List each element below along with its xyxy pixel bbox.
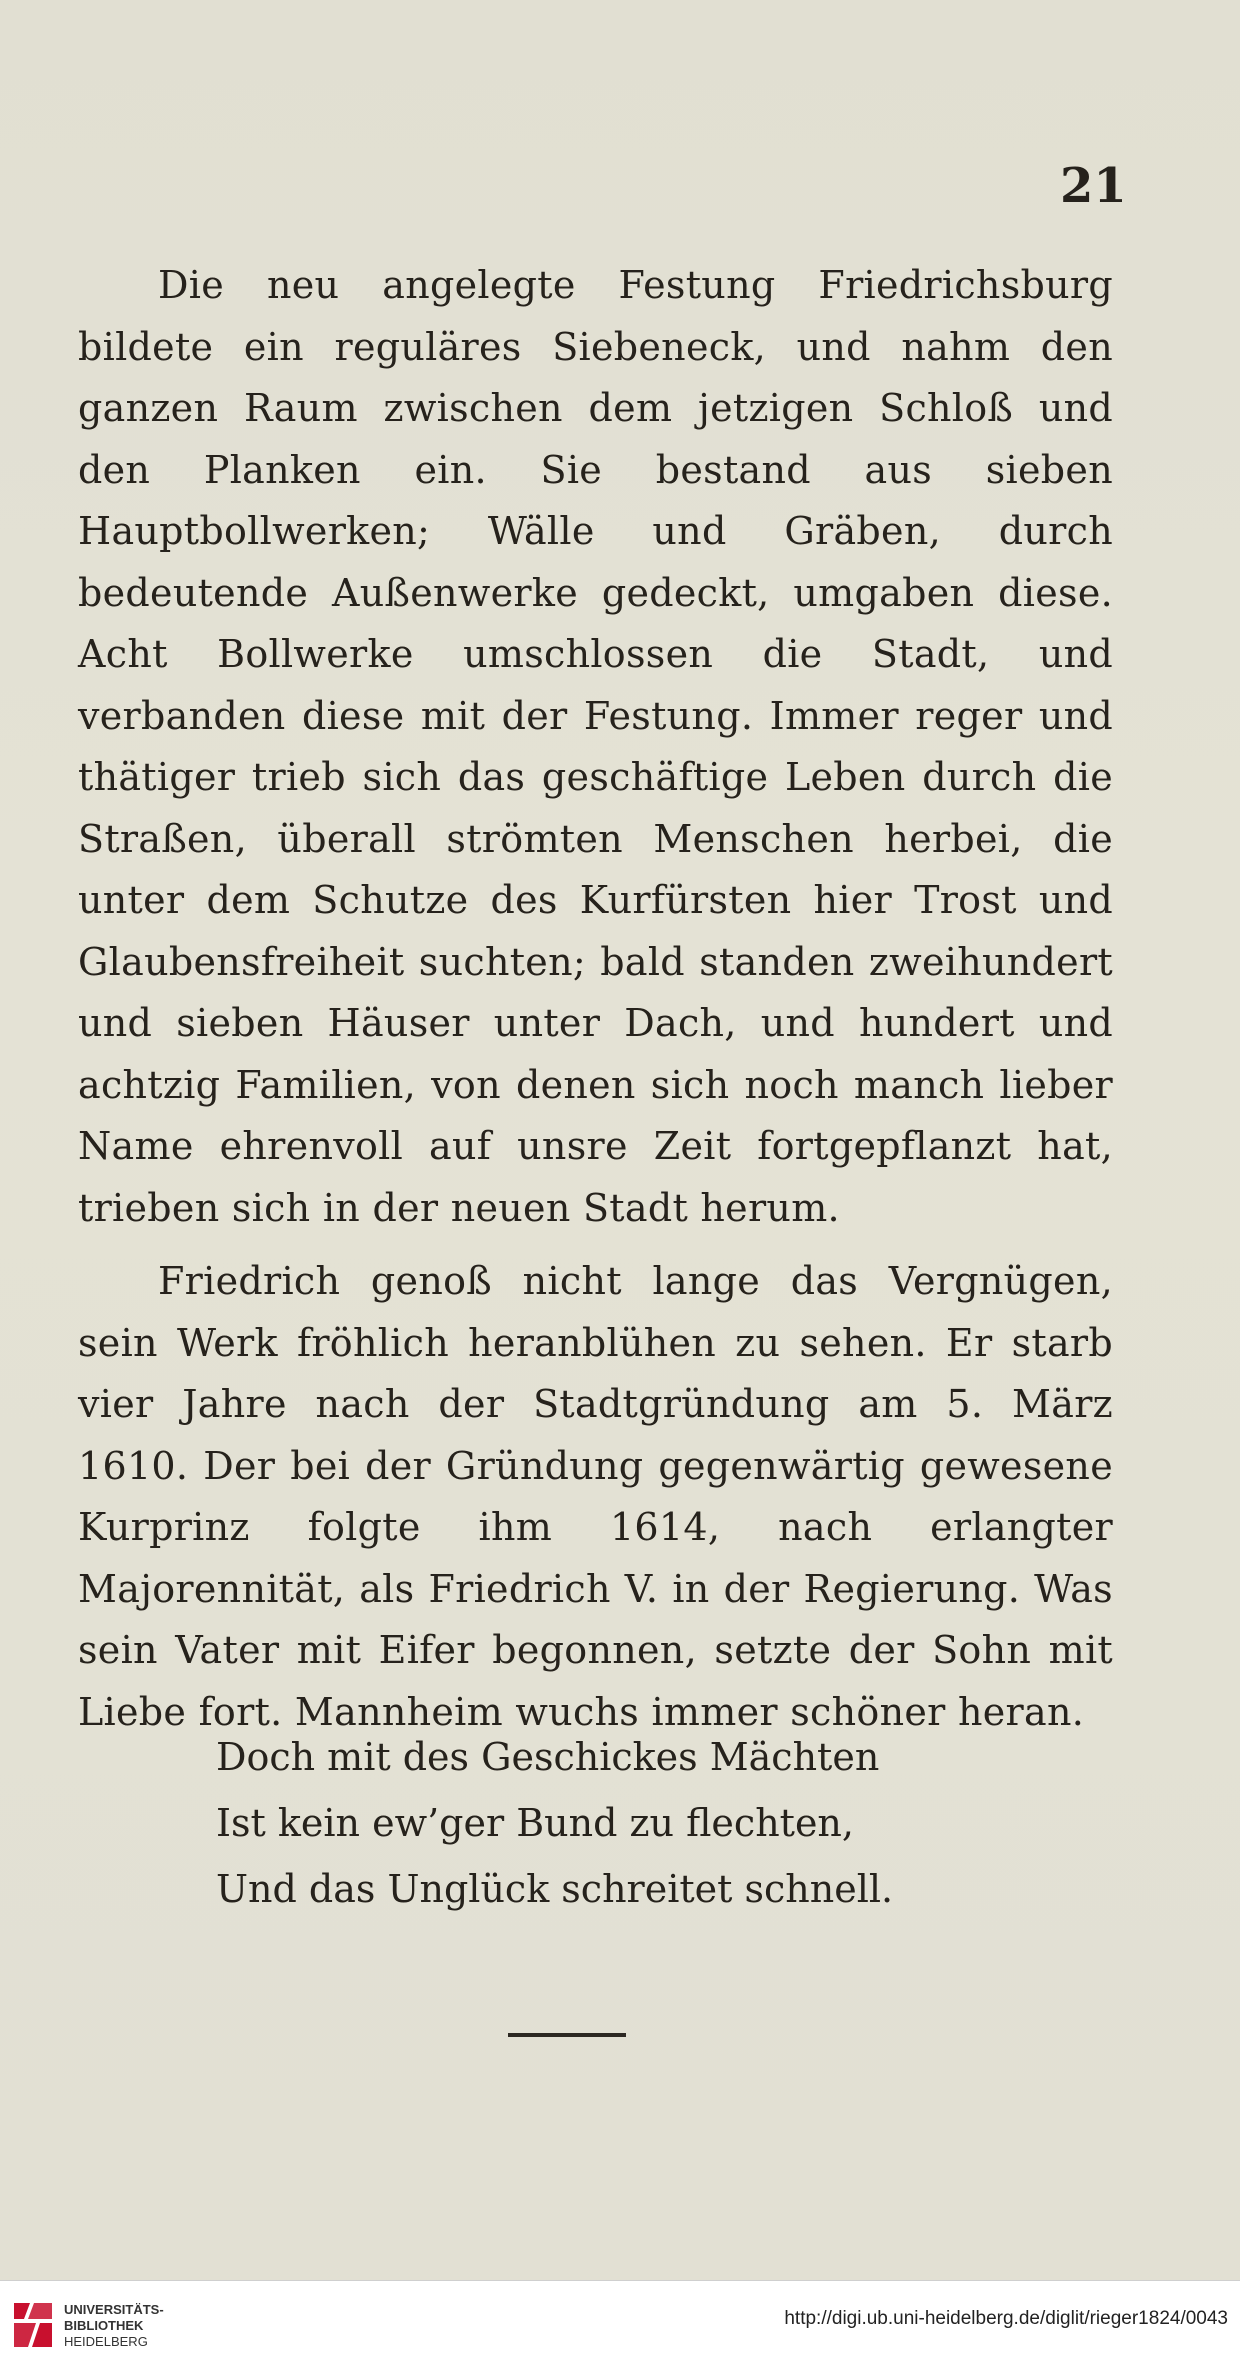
body-text <box>78 255 1113 1743</box>
section-divider <box>508 2033 626 2037</box>
page-number: 21 <box>1060 158 1127 214</box>
logo-line-3: HEIDELBERG <box>64 2334 148 2349</box>
paragraph-1: Die neu angelegte Festung Friedrichsburg bildete ein reguläres Siebeneck, und nahm den ganzen Raum zwischen dem jetzigen Schloß und den Planken ein. Sie bestand aus sieben Hauptbollwerken; Wälle und Gräben, durch bedeutende Außenwerke gedeckt, umgaben diese. Acht Bollwerke umschlossen die Stadt, und verbanden diese mit der Festung. Immer reger und thätiger trieb sich das geschäftige Leben durch die Straßen, überall strömten Menschen herbei, die unter dem Schutze des Kurfürsten hier Trost und Glaubensfreiheit suchten; bald standen zweihundert und sieben Häuser unter Dach, und hundert und achtzig Familien, von denen sich noch manch lieber Name ehrenvoll auf unsre Zeit fortgepflanzt hat, trieben sich in der neuen Stadt herum. <box>78 263 1113 1230</box>
logo-line-2: BIBLIOTHEK <box>64 2318 144 2333</box>
library-logo-text <box>64 2302 164 2350</box>
verse-line-2: Ist kein ew’ger Bund zu flechten, <box>216 1801 854 1845</box>
verse-line-1: Doch mit des Geschickes Mächten <box>216 1735 880 1779</box>
paragraph-2: Friedrich genoß nicht lange das Vergnügen, sein Werk fröhlich heranblühen zu sehen. Er starb vier Jahre nach der Stadtgründung am 5. März 1610. Der bei der Gründung gegenwärtig gewesene Kurprinz folgte ihm 1614, nach erlangter Majorennität, als Friedrich V. in der Regierung. Was sein Vater mit Eifer begonnen, setzte der Sohn mit Liebe fort. Mannheim wuchs immer schöner heran. <box>78 1259 1113 1734</box>
verse-block <box>216 1724 1016 1922</box>
library-footer <box>0 2280 1240 2367</box>
logo-line-1: UNIVERSITÄTS- <box>64 2302 164 2317</box>
source-url-link[interactable]: http://digi.ub.uni-heidelberg.de/diglit/rieger1824/0043 <box>784 2308 1228 2329</box>
verse-line-3: Und das Unglück schreitet schnell. <box>216 1867 894 1911</box>
university-library-logo-icon <box>10 2297 56 2353</box>
